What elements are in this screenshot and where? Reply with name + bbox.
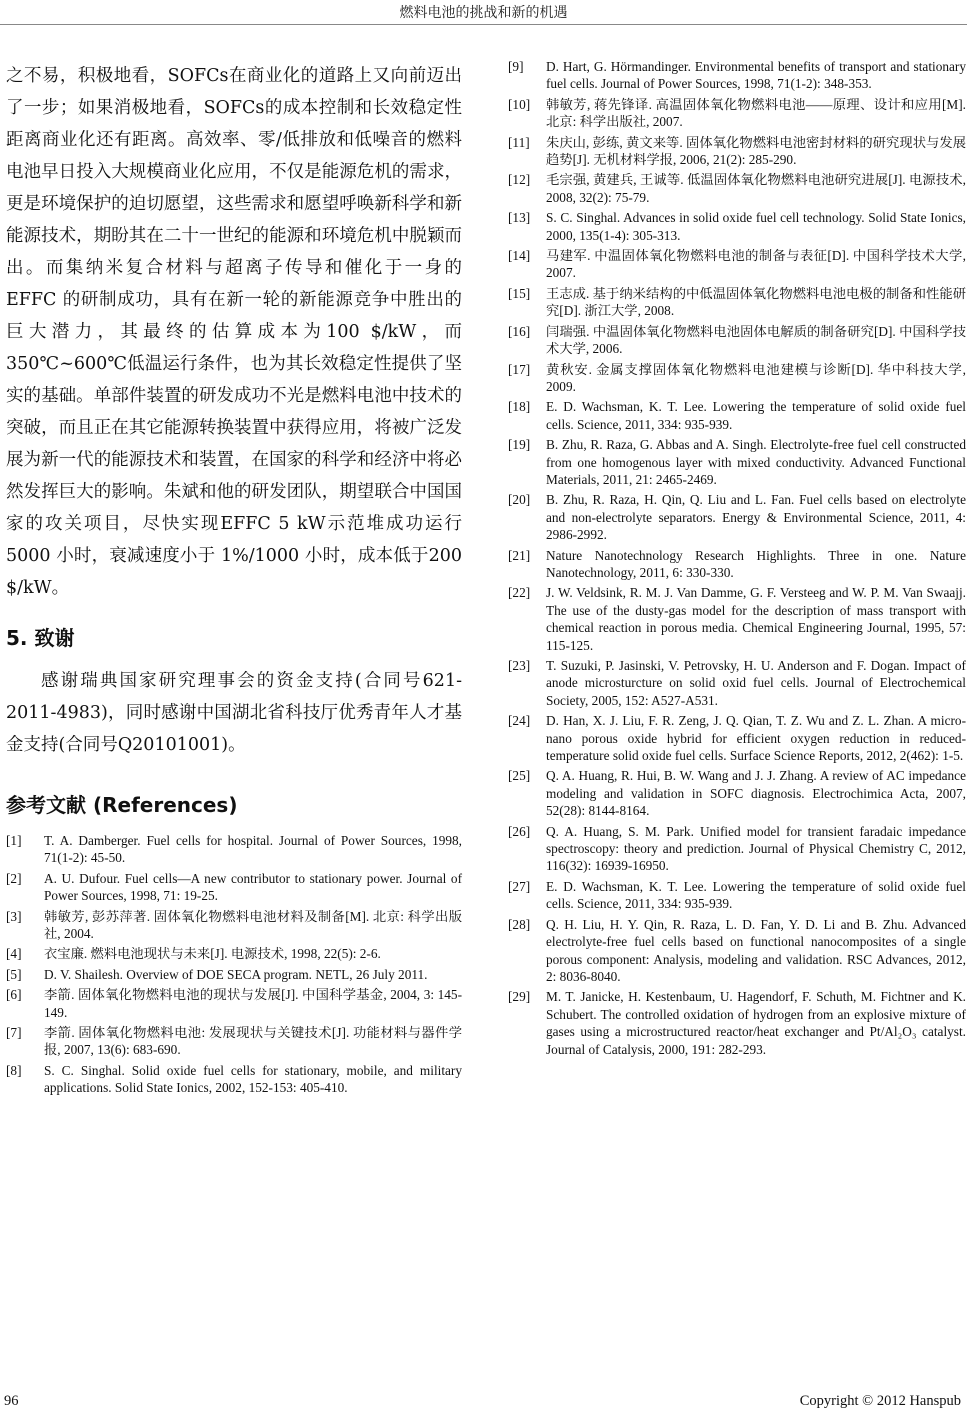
reference-item: [6, 870, 462, 905]
reference-number: [3]: [6, 908, 22, 924]
reference-item: [508, 916, 966, 986]
reference-text: D. V. Shailesh. Overview of DOE SECA program. NETL, 26 July 2011.: [44, 966, 428, 982]
reference-number: [27]: [508, 878, 531, 894]
reference-text: E. D. Wachsman, K. T. Lee. Lowering the temperature of solid oxide fuel cells. Science, 2011, 334: 935-939.: [546, 399, 966, 432]
reference-text: E. D. Wachsman, K. T. Lee. Lowering the temperature of solid oxide fuel cells. Science, 2011, 334: 935-939.: [546, 878, 966, 912]
reference-text: 李箭. 固体氧化物燃料电池: 发展现状与关键技术[J]. 功能材料与器件学报, 2007, 13(6): 683-690.: [44, 1025, 462, 1058]
reference-number: [16]: [508, 323, 531, 339]
reference-text: 黄秋安. 金属支撑固体氧化物燃料电池建模与诊断[D]. 华中科技大学, 2009.: [546, 361, 966, 394]
reference-item: [508, 767, 966, 819]
reference-list-left: [6, 832, 462, 1097]
reference-number: [14]: [508, 248, 531, 264]
body-paragraph: 之不易，积极地看，SOFCs在商业化的道路上又向前迈出了一步；如果消极地看，SOFCs的成本控制和长效稳定性距离商业化还有距离。高效率、零/低排放和低噪音的燃料电池早日投入大规模商业化应用，不仅是能源危机的需求，更是环境保护的迫切愿望，这些需求和愿望呼唤新科学和新能源技术，期盼其在二十一世纪的能源和环境危机中脱颖而出。而集纳米复合材料与超离子传导和催化于一身的 EFFC 的研制成功，具有在新一轮的新能源竞争中胜出的巨大潜力，其最终的估算成本为100 $/kW，而350℃~600℃低温运行条件，也为其长效稳定性提供了坚实的基础。单部件装置的研发成功不光是燃料电池中技术的突破，而且正在其它能源转换装置中获得应用，将被广泛发展为新一代的能源技术和装置，在国家的科学和经济中将必然发挥巨大的影响。朱斌和他的研发团队，期望联合中国国家的攻关项目，尽快实现EFFC 5 kW示范堆成功运行 5000 小时，衰减速度小于 1%/1000 小时，成本低于200 $/kW。: [6, 66, 462, 598]
reference-item: [508, 584, 966, 654]
reference-number: [25]: [508, 768, 531, 784]
reference-item: [508, 436, 966, 488]
reference-number: [28]: [508, 916, 531, 932]
reference-item: [508, 878, 966, 913]
reference-number: [2]: [6, 870, 22, 886]
reference-item: [508, 96, 966, 131]
reference-number: [4]: [6, 946, 22, 962]
reference-item: [6, 945, 462, 962]
reference-text: T. A. Damberger. Fuel cells for hospital. Journal of Power Sources, 1998, 71(1-2): 45-50.: [44, 833, 462, 866]
reference-text: 衣宝廉. 燃料电池现状与未来[J]. 电源技术, 1998, 22(5): 2-6.: [44, 946, 381, 962]
reference-text: J. W. Veldsink, R. M. J. Van Damme, G. F. Versteeg and W. P. M. Van Swaajj. The use of the dusty-gas model for the description of mass transport with chemical reaction in porous media. Chemical Engineering Journal, 1995, 57: 115-125.: [546, 585, 966, 653]
reference-item: [508, 657, 966, 709]
reference-item: [6, 832, 462, 867]
reference-number: [18]: [508, 399, 531, 415]
reference-text: 朱庆山, 彭练, 黄文来等. 固体氧化物燃料电池密封材料的研究现状与发展趋势[J]. 无机材料学报, 2006, 21(2): 285-290.: [546, 134, 966, 168]
reference-number: [29]: [508, 989, 531, 1005]
reference-number: [26]: [508, 823, 531, 839]
reference-text: T. Suzuki, P. Jasinski, V. Petrovsky, H. U. Anderson and F. Dogan. Impact of anode microsturcture on solid oxid fuel cells. Journal of Electrochemical Society, 2005, 152: A527-A531.: [546, 658, 966, 708]
reference-item: [508, 823, 966, 875]
reference-text: 马建军. 中温固体氧化物燃料电池的制备与表征[D]. 中国科学技术大学, 2007.: [546, 248, 966, 281]
reference-number: [1]: [6, 833, 22, 848]
reference-item: [6, 1024, 462, 1059]
reference-number: [5]: [6, 966, 22, 982]
page-number: 96: [4, 1393, 19, 1409]
reference-text: D. Hart, G. Hörmandinger. Environmental benefits of transport and stationary fuel cells. Journal of Power Sources, 1998, 71(1-2): 348-353.: [546, 59, 966, 92]
reference-number: [13]: [508, 210, 531, 226]
reference-number: [7]: [6, 1025, 22, 1041]
reference-item: [508, 547, 966, 582]
reference-item: [508, 58, 966, 93]
reference-text: D. Han, X. J. Liu, F. R. Zeng, J. Q. Qian, T. Z. Wu and Z. L. Zhan. A micro-nano porous oxide hybrid for efficient oxygen reduction in reduced-temperature solid oxide fuel cells. Surface Science Reports, 2012, 2(462): 1-5.: [546, 713, 966, 764]
references-heading: 参考文献 (References): [6, 793, 238, 817]
reference-number: [22]: [508, 585, 531, 601]
reference-text: 李箭. 固体氧化物燃料电池的现状与发展[J]. 中国科学基金, 2004, 3: 145-149.: [44, 987, 462, 1020]
copyright-notice: Copyright © 2012 Hanspub: [799, 1393, 961, 1409]
reference-text: Q. A. Huang, R. Hui, B. W. Wang and J. J. Zhang. A review of AC impedance modeling and validation in SOFC diagnosis. Electrochimica Acta, 2007, 52(28): 8144-8164.: [546, 768, 966, 819]
reference-item: [508, 712, 966, 764]
left-column: [6, 60, 462, 1100]
running-header: 燃料电池的挑战和新的机遇: [399, 5, 568, 21]
reference-number: [19]: [508, 437, 531, 453]
reference-text: S. C. Singhal. Advances in solid oxide fuel cell technology. Solid State Ionics, 2000, 135(1-4): 305-313.: [546, 210, 966, 243]
reference-text: Nature Nanotechnology Research Highlights. Three in one. Nature Nanotechnology, 2011, 6: 330-330.: [546, 547, 966, 580]
reference-number: [8]: [6, 1062, 22, 1078]
reference-text: 韩敏芳, 彭苏萍著. 固体氧化物燃料电池材料及制备[M]. 北京: 科学出版社, 2004.: [44, 908, 462, 942]
reference-number: [24]: [508, 713, 531, 729]
acknowledgement-paragraph: 感谢瑞典国家研究理事会的资金支持(合同号621-2011-4983)，同时感谢中国湖北省科技厅优秀青年人才基金支持(合同号Q20101001)。: [6, 671, 462, 755]
reference-number: [12]: [508, 172, 531, 188]
reference-item: [6, 908, 462, 943]
reference-text: A. U. Dufour. Fuel cells—A new contributor to stationary power. Journal of Power Sources, 1998, 71: 19-25.: [44, 870, 462, 904]
reference-text: M. T. Janicke, H. Kestenbaum, U. Hagendorf, F. Schuth, M. Fichtner and K. Schubert. The controlled oxidation of hydrogen from an explosive mixture of gases using a microstructured reactor/heat exchanger and Pt/Al₂O₃ catalyst. Journal of Catalysis, 2000, 191: 282-293.: [546, 989, 966, 1057]
reference-number: [11]: [508, 134, 530, 150]
reference-item: [6, 966, 462, 983]
reference-item: [508, 171, 966, 206]
reference-number: [23]: [508, 658, 531, 673]
reference-text: 闫瑞强. 中温固体氧化物燃料电池固体电解质的制备研究[D]. 中国科学技术大学, 2006.: [546, 323, 966, 357]
reference-text: 韩敏芳, 蒋先锋译. 高温固体氧化物燃料电池——原理、设计和应用[M]. 北京: 科学出版社, 2007.: [546, 96, 966, 130]
reference-number: [17]: [508, 361, 531, 377]
header-divider: [0, 24, 967, 25]
reference-text: B. Zhu, R. Raza, G. Abbas and A. Singh. Electrolyte-free fuel cell constructed from one homogenous layer with mixed conductivity. Advanced Functional Materials, 2011, 21: 2465-2469.: [546, 437, 966, 487]
reference-number: [10]: [508, 96, 531, 112]
reference-item: [508, 209, 966, 244]
right-column: [508, 58, 966, 1061]
reference-text: Q. H. Liu, H. Y. Qin, R. Raza, L. D. Fan, Y. D. Li and B. Zhu. Advanced electrolyte-free fuel cells based on functional nanocomposites of a single porous component: Analysis, modeling and validation. RSC Advances, 2012, 2: 8036-8040.: [546, 916, 966, 984]
reference-item: [508, 323, 966, 358]
reference-number: [20]: [508, 492, 531, 508]
reference-text: 毛宗强, 黄建兵, 王诚等. 低温固体氧化物燃料电池研究进展[J]. 电源技术, 2008, 32(2): 75-79.: [546, 172, 966, 205]
reference-item: [508, 988, 966, 1058]
reference-item: [508, 398, 966, 433]
reference-item: [508, 361, 966, 396]
reference-text: S. C. Singhal. Solid oxide fuel cells for stationary, mobile, and military applications. Solid State Ionics, 2002, 152-153: 405-410.: [44, 1062, 462, 1096]
section-heading-acknowledgement: 5. 致谢: [6, 626, 75, 650]
reference-item: [508, 134, 966, 169]
reference-item: [508, 491, 966, 543]
reference-number: [9]: [508, 59, 524, 74]
reference-number: [6]: [6, 987, 22, 1003]
reference-item: [508, 247, 966, 282]
reference-item: [6, 1062, 462, 1097]
reference-text: B. Zhu, R. Raza, H. Qin, Q. Liu and L. Fan. Fuel cells based on electrolyte and non-electrolyte separators. Energy & Environmental Science, 2011, 4: 2986-2992.: [546, 492, 966, 543]
reference-text: 王志成. 基于纳米结构的中低温固体氧化物燃料电池电极的制备和性能研究[D]. 浙江大学, 2008.: [546, 285, 966, 319]
reference-item: [508, 285, 966, 320]
reference-number: [21]: [508, 547, 531, 563]
reference-number: [15]: [508, 285, 531, 301]
reference-item: [6, 986, 462, 1021]
reference-list-right: [508, 58, 966, 1058]
reference-text: Q. A. Huang, S. M. Park. Unified model for transient faradaic impedance spectroscopy: theory and prediction. Journal of Physical Chemistry C, 2012, 116(32): 16939-16950.: [546, 823, 966, 874]
